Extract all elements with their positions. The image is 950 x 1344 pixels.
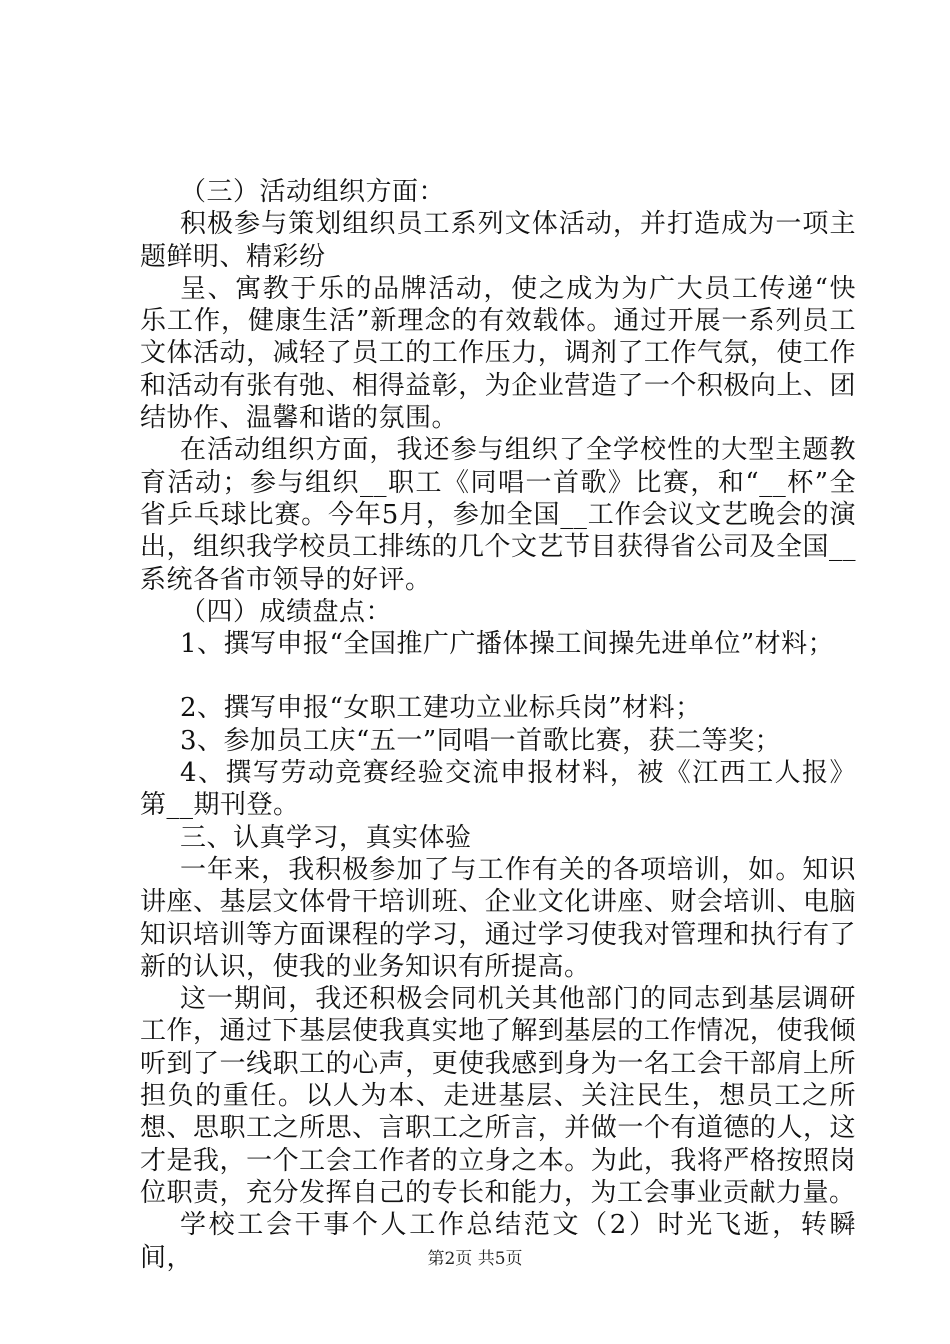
document-body xyxy=(140,176,856,1274)
paragraph: 积极参与策划组织员工系列文体活动，并打造成为一项主题鲜明、精彩纷 xyxy=(140,209,856,272)
list-item: 4、撰写劳动竞赛经验交流申报材料，被《江西工人报》第__期刊登。 xyxy=(140,758,856,821)
paragraph: 一年来，我积极参加了与工作有关的各项培训，如。知识讲座、基层文体骨干培训班、企业文化讲座、财会培训、电脑知识培训等方面课程的学习，通过学习使我对管理和执行有了新的认识，使我的业务知识有所提高。 xyxy=(140,854,856,982)
list-item: 3、参加员工庆“五一”同唱一首歌比赛，获二等奖； xyxy=(180,725,782,756)
section-heading-learning: 三、认真学习，真实体验 xyxy=(180,822,472,853)
list-item: 2、撰写申报“女职工建功立业标兵岗”材料； xyxy=(180,693,702,724)
paragraph: 呈、寓教于乐的品牌活动，使之成为为广大员工传递“快乐工作，健康生活”新理念的有效载体。通过开展一系列员工文体活动，减轻了员工的工作压力，调剂了工作气氛，使工作和活动有张有弛、相得益彰，为企业营造了一个积极向上、团结协作、温馨和谐的氛围。 xyxy=(140,273,856,434)
paragraph: 这一期间，我还积极会同机关其他部门的同志到基层调研工作，通过下基层使我真实地了解到基层的工作情况，使我倾听到了一线职工的心声，更使我感到身为一名工会干部肩上所担负的重任。以人为本、走进基层、关注民生，想员工之所想、思职工之所思、言职工之所言，并做一个有道德的人，这才是我，一个工会工作者的立身之本。为此，我将严格按照岗位职责，充分发挥自己的专长和能力，为工会事业贡献力量。 xyxy=(140,984,856,1208)
section-heading-activities: （三）活动组织方面： xyxy=(180,177,446,207)
section-heading-achievements: （四）成绩盘点： xyxy=(180,596,393,627)
list-item: 1、撰写申报“全国推广广播体操工间操先进单位”材料； xyxy=(180,629,835,660)
paragraph: 在活动组织方面，我还参与组织了全学校性的大型主题教育活动；参与组织__职工《同唱一首歌》比赛，和“__杯”全省乒乓球比赛。今年5月，参加全国__工作会议文艺晚会的演出，组织我学校员工排练的几个文艺节目获得省公司及全国__系统各省市领导的好评。 xyxy=(140,435,857,595)
paragraph: 学校工会干事个人工作总结范文（2）时光飞逝，转瞬间， xyxy=(140,1210,856,1273)
page-number-footer: 第2页 共5页 xyxy=(427,1249,523,1269)
